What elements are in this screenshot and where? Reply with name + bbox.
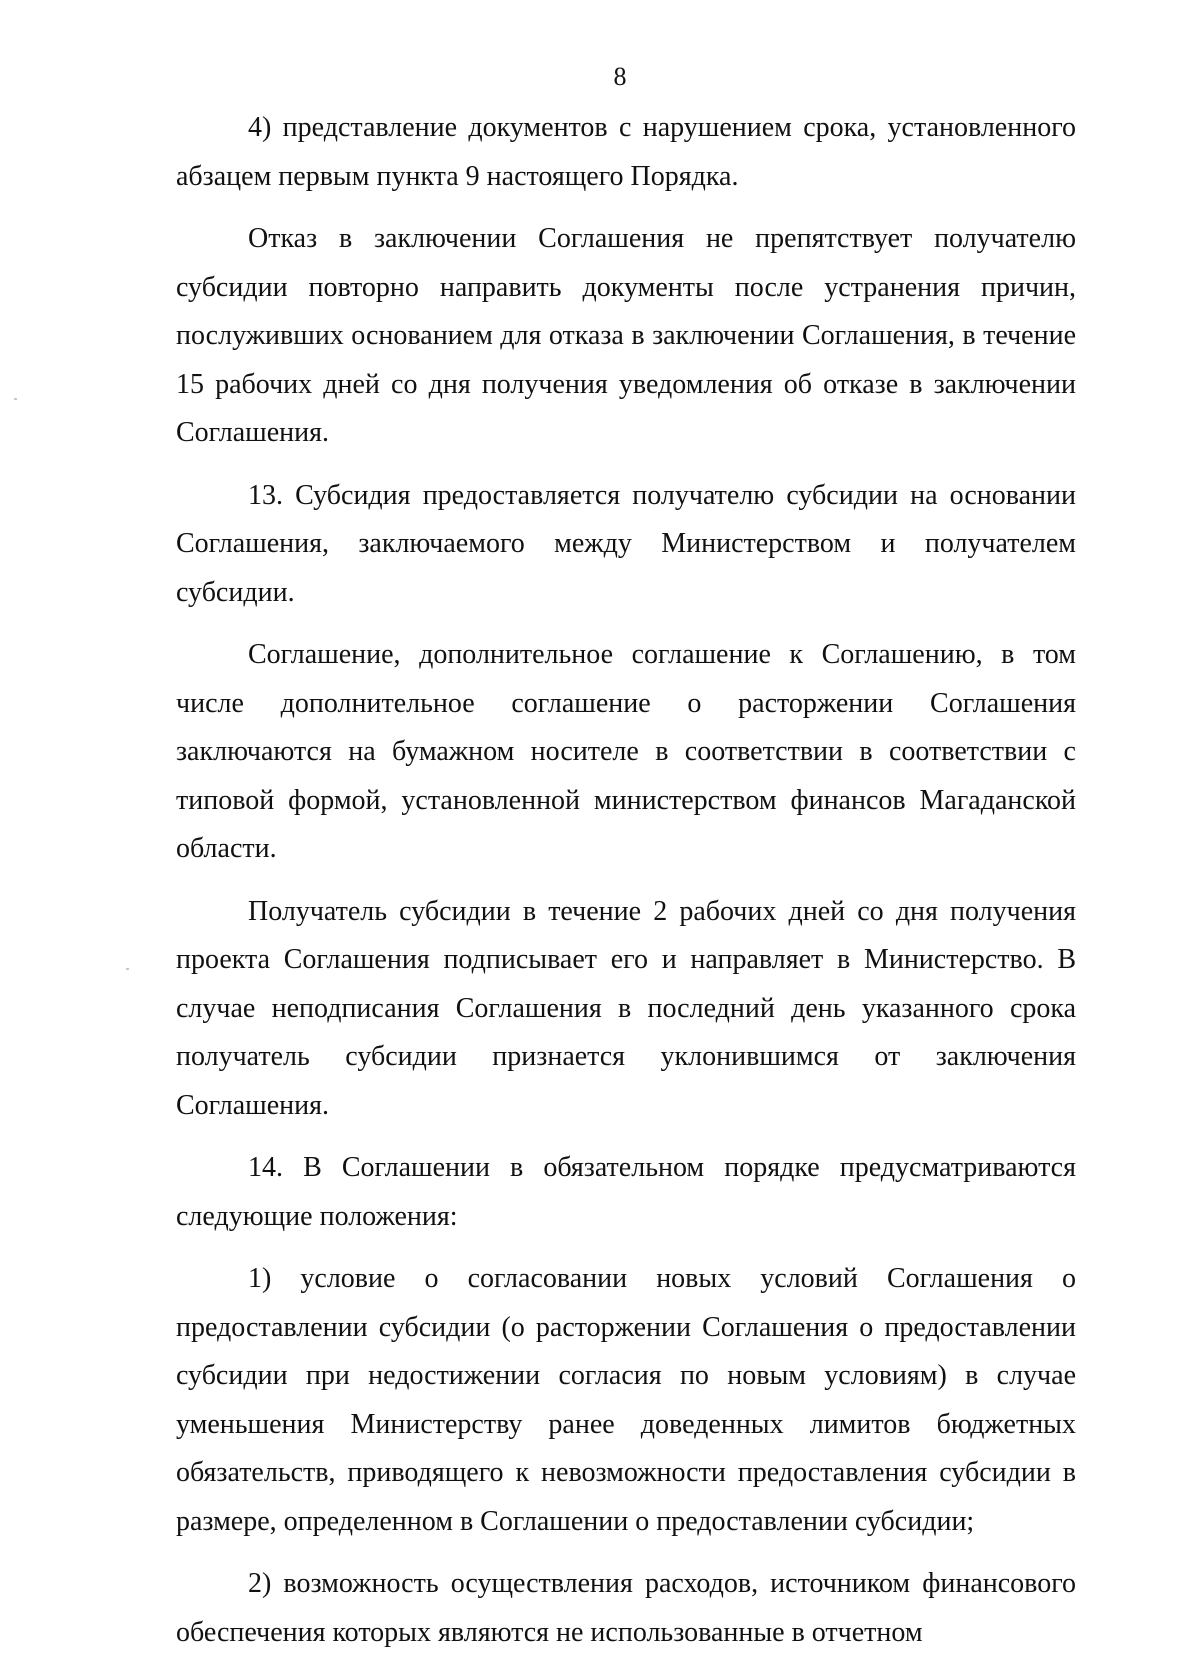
scan-artifact: [126, 968, 129, 970]
paragraph-refusal-resubmission: Отказ в заключении Соглашения не препятствует получателю субсидии повторно направить документы после устранения причин, послуживших основанием для отказа в заключении Соглашения, в течение 15 рабочих дней со дня получения уведомления об отказе в заключении Соглашения.: [176, 223, 1076, 448]
paragraph-agreement-form: Соглашение, дополнительное соглашение к Соглашению, в том числе дополнительное соглашение о расторжении Соглашения заключаются на бумажном носителе в соответствии в соответствии с типовой формой, установленной министерством финансов Магаданской области.: [176, 639, 1076, 864]
paragraph-clause-14: 14. В Соглашении в обязательном порядке предусматриваются следующие положения:: [176, 1152, 1076, 1232]
paragraph-signing-deadline: Получатель субсидии в течение 2 рабочих дней со дня получения проекта Соглашения подписывает его и направляет в Министерство. В случае неподписания Соглашения в последний день указанного срока получатель субсидии признается уклонившимся от заключения Соглашения.: [176, 895, 1076, 1121]
paragraph-clause-14-item-1: 1) условие о согласовании новых условий Соглашения о предоставлении субсидии (о расторжении Соглашения о предоставлении субсидии при недостижении согласия по новым условиям) в случае уменьшения Министерству ранее доведенных лимитов бюджетных обязательств, приводящего к невозможности предоставления субсидии в размере, определенном в Соглашении о предоставлении субсидии;: [176, 1263, 1076, 1537]
scan-artifact: [14, 398, 17, 400]
document-body: [176, 104, 1076, 1657]
paragraph-clause-14-item-2: 2) возможность осуществления расходов, источником финансового обеспечения которых являются не использованные в отчетном: [176, 1568, 1076, 1648]
paragraph-item-4: 4) представление документов с нарушением срока, установленного абзацем первым пункта 9 настоящего Порядка.: [176, 112, 1076, 192]
paragraph-clause-13: 13. Субсидия предоставляется получателю субсидии на основании Соглашения, заключаемого между Министерством и получателем субсидии.: [176, 479, 1076, 608]
page-number: 8: [613, 62, 627, 91]
